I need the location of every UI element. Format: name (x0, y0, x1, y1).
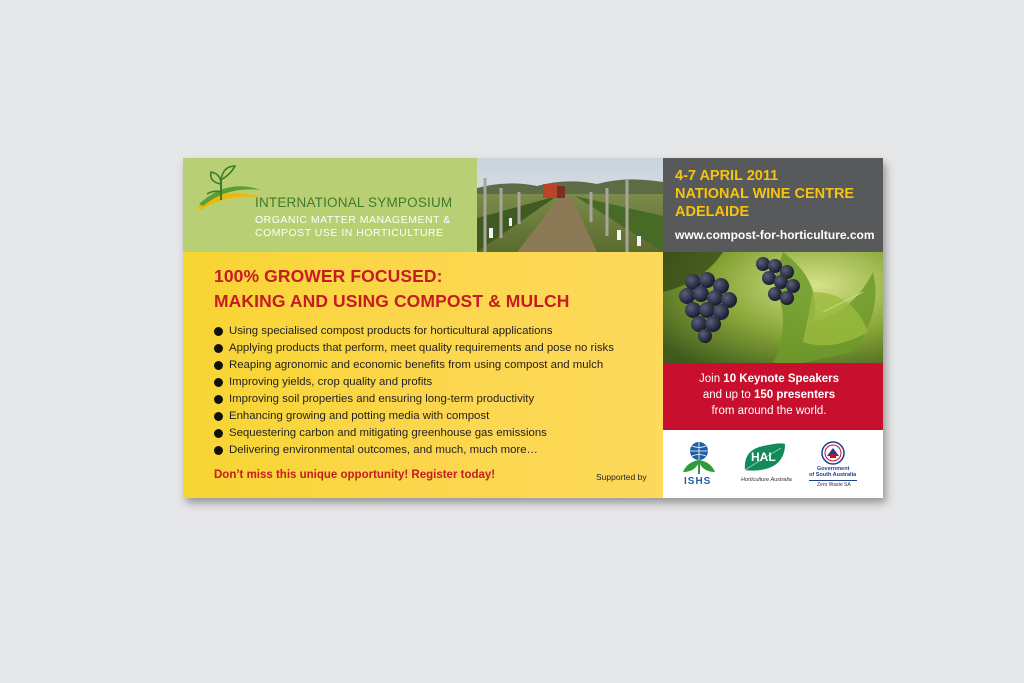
bullet-icon (214, 378, 223, 387)
list-item-text: Using specialised compost products for horticultural applications (229, 325, 553, 337)
gov-sa-line-1: Government (817, 466, 850, 472)
keynote-speakers-count: 10 Keynote Speakers (723, 373, 839, 385)
vineyard-image (477, 158, 663, 252)
hal-logo (741, 442, 793, 492)
speakers-line-3: from around the world. (711, 405, 827, 417)
main-content-panel (183, 252, 663, 498)
list-item-text: Improving yields, crop quality and profits (229, 376, 433, 388)
bullet-icon (214, 327, 223, 336)
speakers-line-2 (663, 389, 875, 401)
symposium-header (183, 158, 477, 252)
grapes-image (663, 252, 883, 363)
ishs-label: ISHS (684, 476, 712, 487)
speakers-line-1-prefix: Join (699, 373, 724, 385)
hal-label: HAL (751, 450, 776, 464)
gov-sa-divider (809, 480, 857, 481)
presenters-count: 150 presenters (753, 389, 836, 401)
symposium-title: INTERNATIONAL SYMPOSIUM (255, 195, 453, 210)
ishs-logo (677, 440, 721, 490)
supported-by-label: Supported by (596, 472, 647, 482)
list-item-text: Sequestering carbon and mitigating greenhouse gas emissions (229, 427, 547, 439)
government-sa-logo (809, 440, 873, 494)
speakers-line-2-prefix: and up to (702, 389, 754, 401)
benefits-list (214, 323, 614, 459)
sponsor-logos (663, 430, 883, 498)
list-item (214, 357, 614, 374)
bullet-icon (214, 412, 223, 421)
event-city: ADELAIDE (675, 204, 750, 220)
event-date: 4-7 APRIL 2011 (675, 168, 779, 184)
gov-sa-crest-icon (809, 440, 873, 466)
speakers-line-1 (663, 373, 875, 385)
list-item-text: Improving soil properties and ensuring long-term productivity (229, 393, 535, 405)
list-item (214, 442, 614, 459)
list-item (214, 391, 614, 408)
bullet-icon (214, 446, 223, 455)
speakers-callout (663, 363, 883, 430)
list-item (214, 340, 614, 357)
event-details-panel (663, 158, 883, 252)
list-item-text: Delivering environmental outcomes, and much, much more… (229, 444, 538, 456)
event-venue: NATIONAL WINE CENTRE (675, 186, 855, 202)
gov-sa-caption: Zero Waste SA (817, 482, 851, 488)
symposium-advertisement (183, 158, 883, 498)
list-item-text: Reaping agronomic and economic benefits from using compost and mulch (229, 359, 604, 371)
symposium-subtitle (255, 214, 451, 240)
bullet-icon (214, 361, 223, 370)
vineyard-photo (477, 158, 663, 252)
headline-line-2: MAKING AND USING COMPOST & MULCH (214, 291, 570, 311)
symposium-subtitle-line-2: COMPOST USE IN HORTICULTURE (255, 227, 444, 239)
bullet-icon (214, 344, 223, 353)
list-item-text: Applying products that perform, meet quality requirements and pose no risks (229, 342, 614, 354)
grapes-photo (663, 252, 883, 363)
bullet-icon (214, 429, 223, 438)
bullet-icon (214, 395, 223, 404)
list-item (214, 425, 614, 442)
list-item (214, 323, 614, 340)
register-call-to-action: Don’t miss this unique opportunity! Register today! (214, 469, 496, 481)
list-item (214, 374, 614, 391)
list-item (214, 408, 614, 425)
event-website-link[interactable]: www.compost-for-horticulture.com (675, 228, 875, 242)
symposium-subtitle-line-1: ORGANIC MATTER MANAGEMENT & (255, 214, 451, 226)
ishs-globe-icon (677, 440, 721, 476)
headline-line-1: 100% GROWER FOCUSED: (214, 266, 443, 286)
list-item-text: Enhancing growing and potting media with compost (229, 410, 490, 422)
hal-caption: Horticulture Australia (741, 477, 792, 483)
gov-sa-line-2: of South Australia (809, 472, 857, 478)
